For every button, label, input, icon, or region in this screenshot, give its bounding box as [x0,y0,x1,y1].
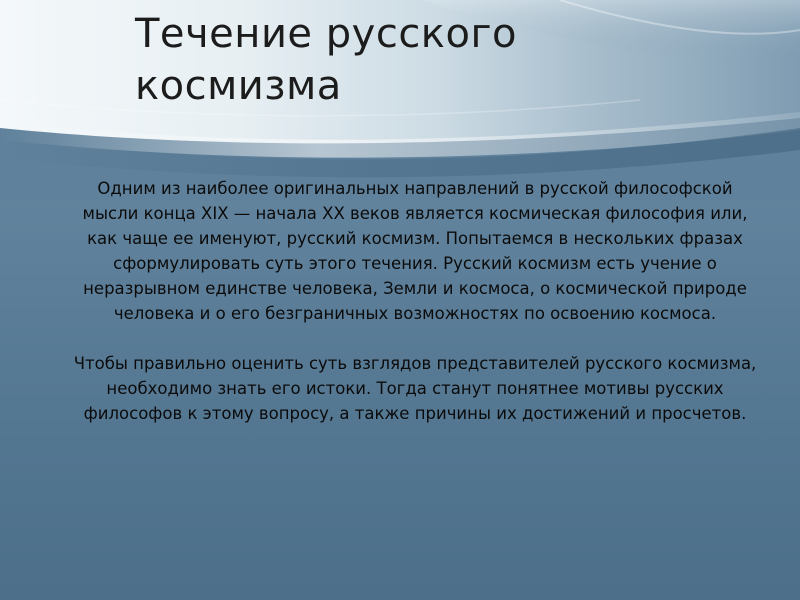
slide-title-line-1: Течение русского [135,11,517,57]
body-paragraph-1: Одним из наиболее оригинальных направлений в русской философской мысли конца XIX — начала XX веков является космическая философия или, как чаще ее именуют, русский космизм. Попытаемся в нескольких фразах сформулировать суть этого течения. Русский космизм есть учение о неразрывном единстве человека, Земли и космоса, о космической природе человека и о его безграничных возможностях по освоению космоса. [82,179,748,323]
slide-title-line-2: космизма [135,63,342,109]
slide-title [135,8,517,112]
body-paragraph-2: Чтобы правильно оценить суть взглядов представителей русского космизма, необходимо знать его истоки. Тогда станут понятнее мотивы русских философов к этому вопросу, а также причины их достижений и просчетов. [73,354,757,423]
slide-body [70,176,760,426]
